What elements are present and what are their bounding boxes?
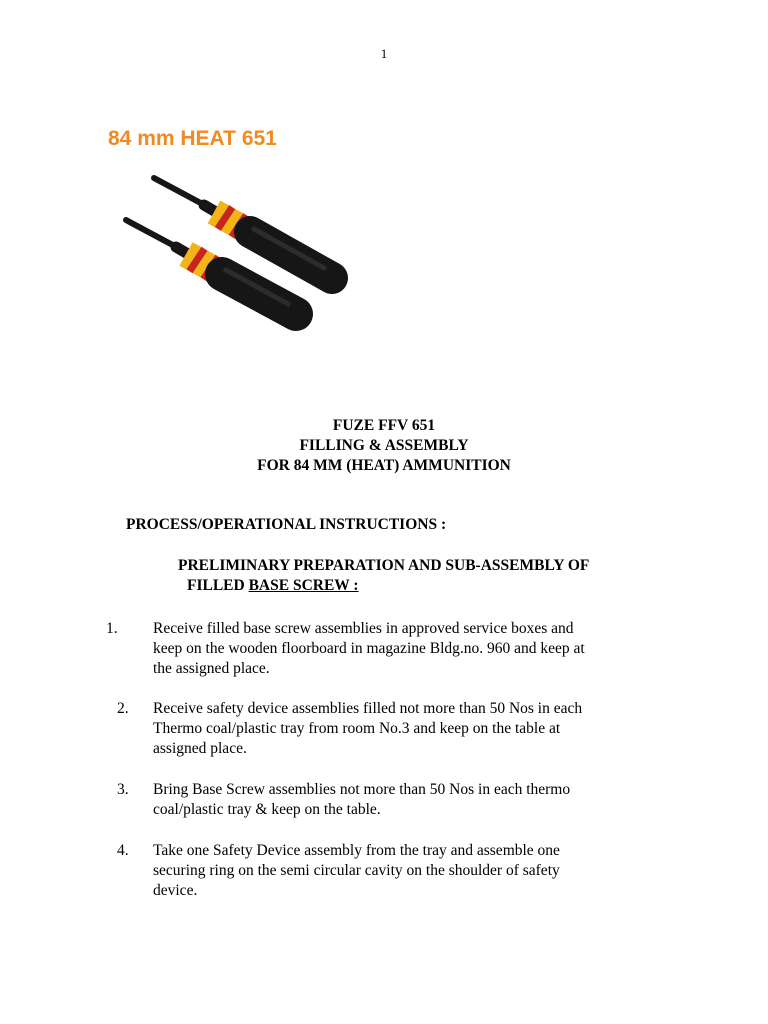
section-title: PROCESS/OPERATIONAL INSTRUCTIONS :: [126, 516, 447, 533]
step-line: Receive filled base screw assemblies in approved service boxes and: [153, 620, 574, 637]
subsection-line-2-prefix: FILLED: [187, 577, 249, 594]
step-line: the assigned place.: [153, 660, 270, 678]
fuze-photo-icon: [110, 168, 350, 358]
subsection-line-2-underlined: BASE SCREW :: [248, 577, 359, 594]
step-number: 2.: [117, 700, 129, 717]
step-text: [153, 619, 653, 680]
subsection-line-1: PRELIMINARY PREPARATION AND SUB-ASSEMBLY OF: [178, 557, 590, 574]
step-number: 1.: [106, 620, 118, 637]
step-line: Thermo coal/plastic tray from room No.3 and keep on the table at: [153, 720, 561, 738]
step-line: device.: [153, 882, 198, 900]
page-number: 1: [380, 46, 388, 61]
document-title: 84 mm HEAT 651: [108, 127, 277, 150]
step-text: [153, 780, 653, 820]
heading-line-2: FILLING & ASSEMBLY: [299, 437, 469, 454]
step-text: [153, 841, 653, 902]
step-text: [153, 699, 653, 760]
step-number: 3.: [117, 781, 129, 798]
step-line: Take one Safety Device assembly from the tray and assemble one: [153, 842, 560, 859]
step-line: Bring Base Screw assemblies not more than 50 Nos in each thermo: [153, 781, 571, 798]
subsection-line-2: [178, 576, 589, 596]
heading-line-3: FOR 84 MM (HEAT) AMMUNITION: [257, 457, 511, 474]
step-line: securing ring on the semi circular cavity on the shoulder of safety: [153, 862, 560, 880]
heading-line-1: FUZE FFV 651: [332, 417, 436, 434]
step-line: keep on the wooden floorboard in magazine Bldg.no. 960 and keep at: [153, 640, 585, 658]
step-line: assigned place.: [153, 740, 247, 758]
step-line: Receive safety device assemblies filled not more than 50 Nos in each: [153, 700, 583, 717]
subsection-title: [178, 556, 589, 596]
fuze-body-back: [154, 178, 332, 278]
step-line: coal/plastic tray & keep on the table.: [153, 801, 381, 819]
step-number: 4.: [117, 842, 129, 859]
